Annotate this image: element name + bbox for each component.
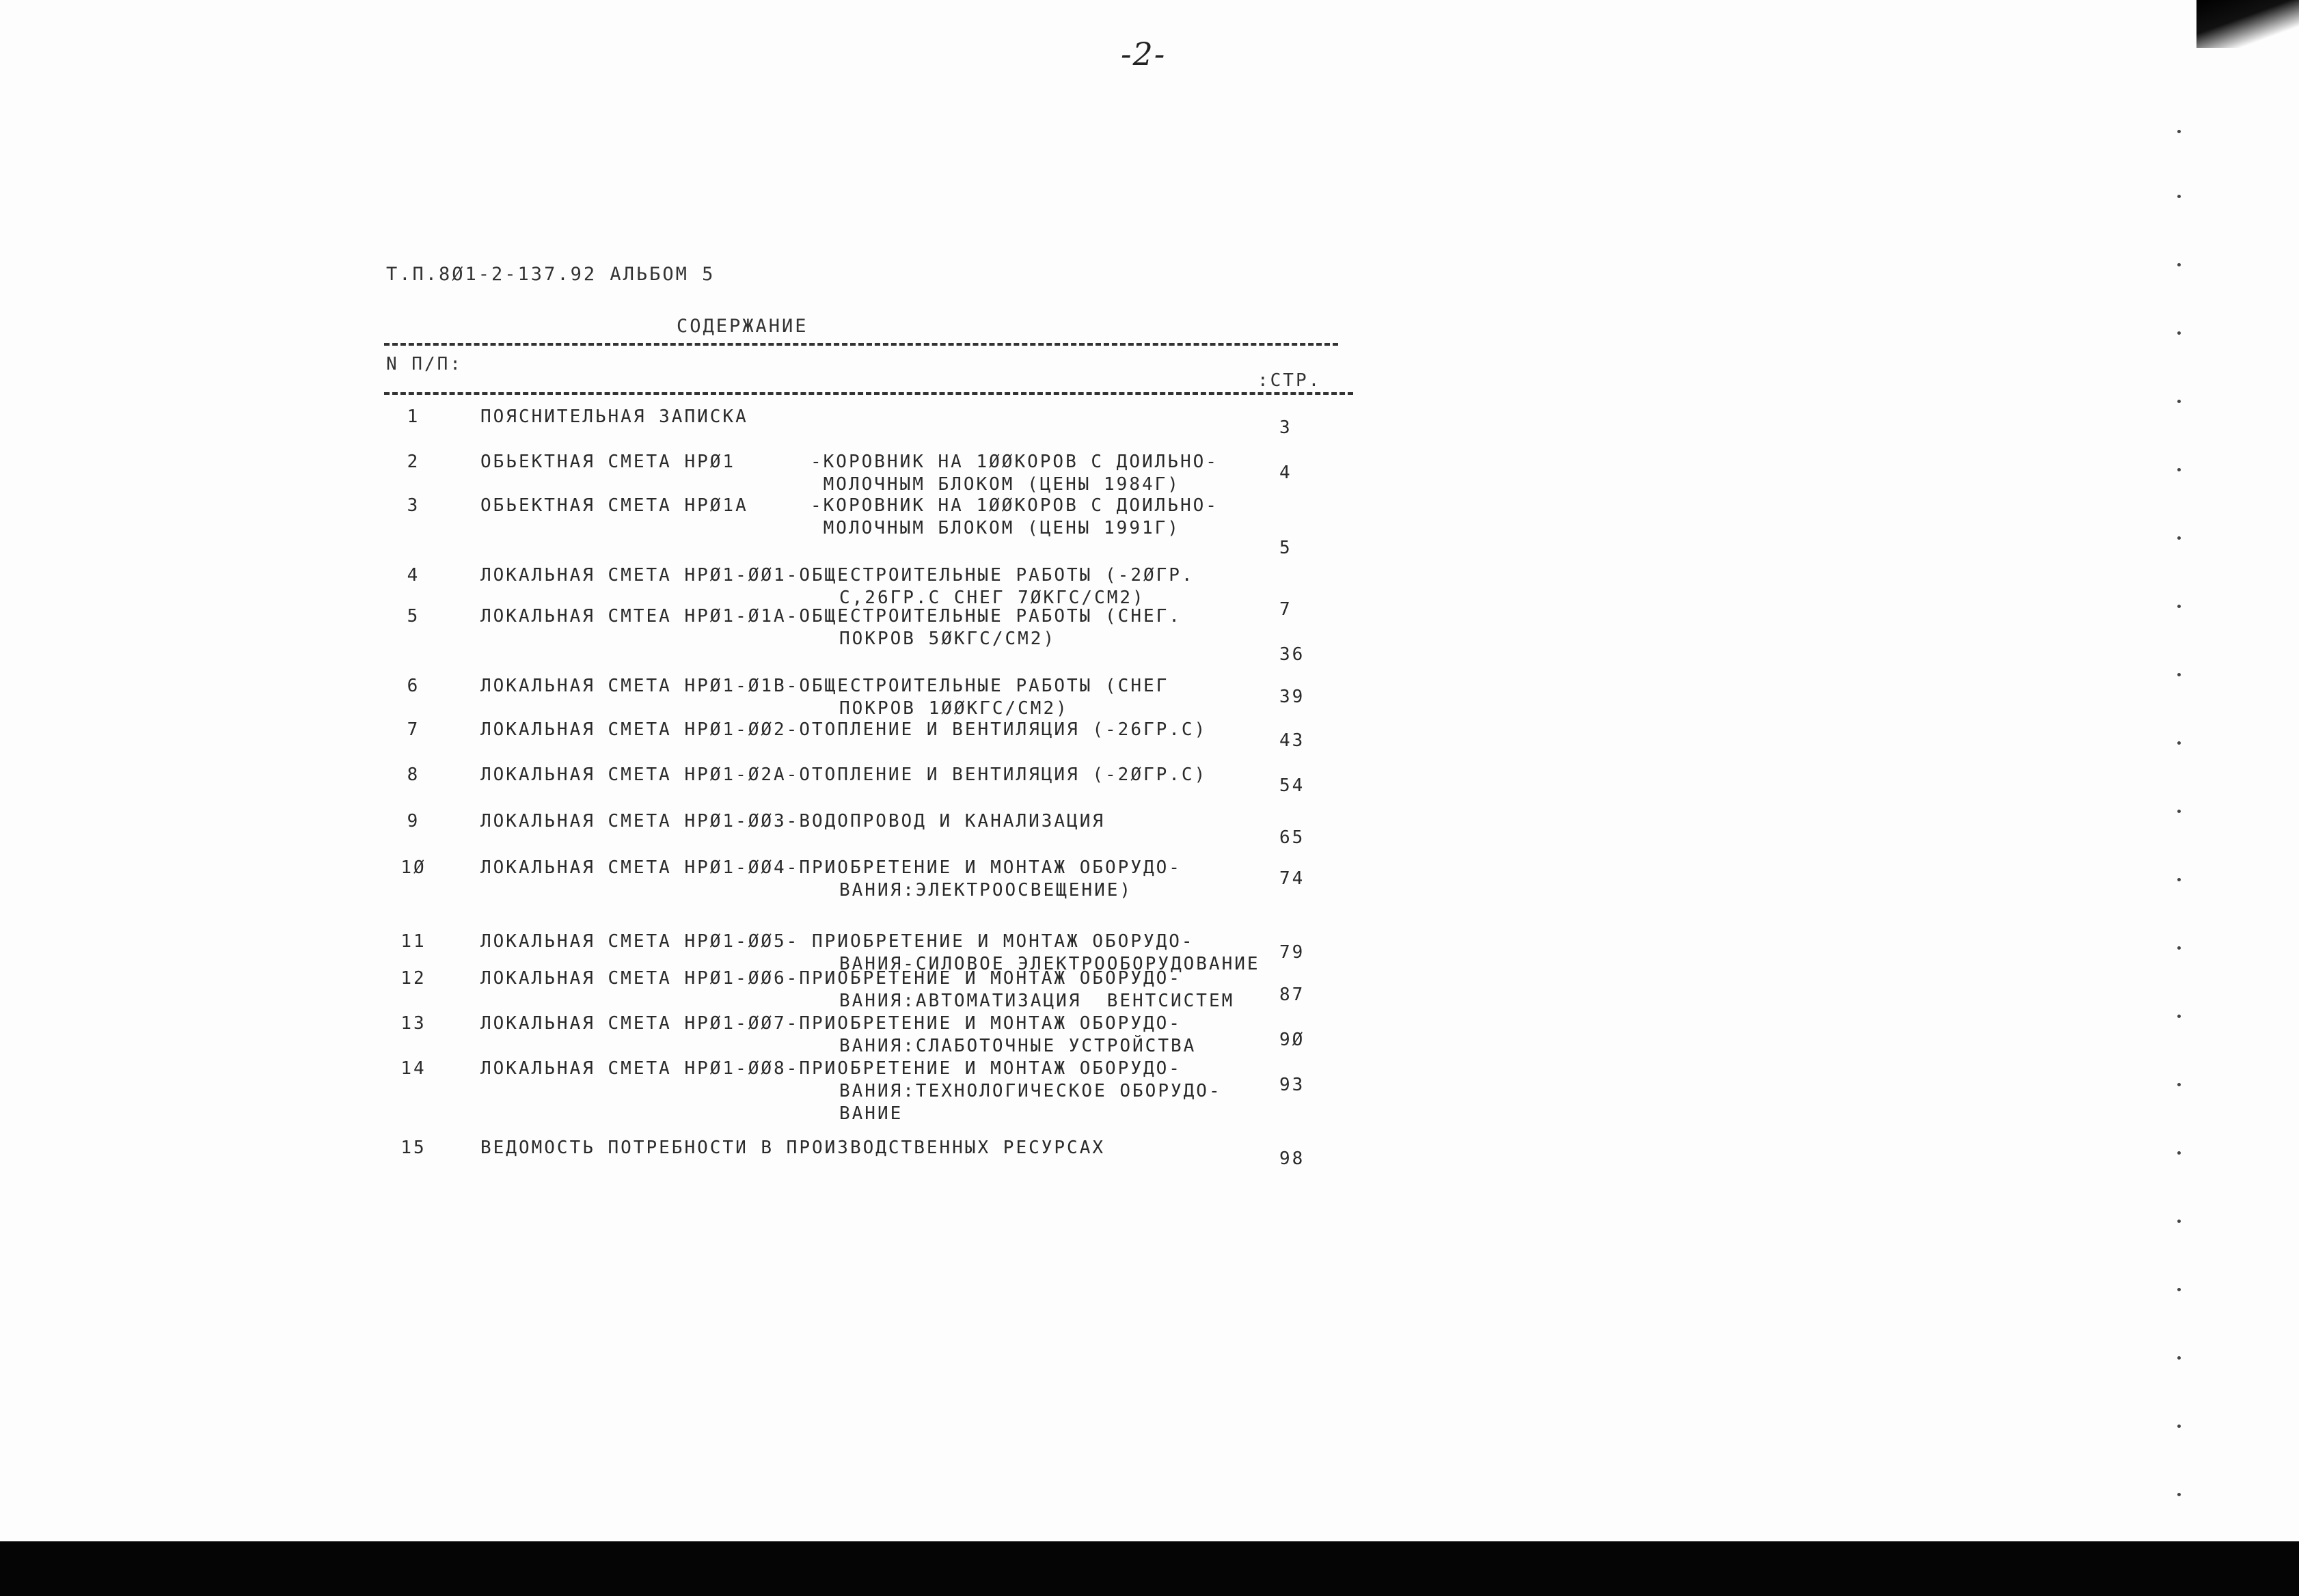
toc-row-number: 14 [400, 1058, 426, 1079]
toc-row-number: 12 [400, 968, 426, 989]
toc-row-number: 7 [407, 719, 420, 740]
scan-shadow-bottom [0, 1541, 2299, 1596]
toc-row-label: ЛОКАЛЬНАЯ СМЕТА НРØ1-ØØ5- ПРИОБРЕТЕНИЕ И МОНТАЖ ОБОРУДО- [480, 931, 1195, 952]
toc-row-number: 6 [407, 676, 420, 696]
toc-row-page: 4 [1279, 463, 1292, 483]
toc-row-number: 5 [407, 606, 420, 627]
toc-row-label: ЛОКАЛЬНАЯ СМЕТА НРØ1-ØØ1-ОБЩЕСТРОИТЕЛЬНЫЕ РАБОТЫ (-2ØГР. [480, 565, 1195, 586]
toc-row-label: ЛОКАЛЬНАЯ СМЕТА НРØ1-ØØ3-ВОДОПРОВОД И КАНАЛИЗАЦИЯ [480, 811, 1106, 831]
toc-row-description: ВАНИЯ:СЛАБОТОЧНЫЕ УСТРОЙСТВА [839, 1036, 1197, 1056]
toc-row-number: 4 [407, 565, 420, 586]
toc-row-description: ПОКРОВ 1ØØКГС/СМ2) [839, 698, 1069, 719]
toc-row-page: 3 [1279, 417, 1292, 438]
toc-row-label: ЛОКАЛЬНАЯ СМЕТА НРØ1-ØØ2-ОТОПЛЕНИЕ И ВЕНТИЛЯЦИЯ (-26ГР.С) [480, 719, 1208, 740]
toc-row-label: ЛОКАЛЬНАЯ СМЕТА НРØ1-Ø1В-ОБЩЕСТРОИТЕЛЬНЫЕ РАБОТЫ (СНЕГ [480, 676, 1169, 696]
toc-row-label: ЛОКАЛЬНАЯ СМТЕА НРØ1-Ø1А-ОБЩЕСТРОИТЕЛЬНЫЕ РАБОТЫ (СНЕГ. [480, 606, 1182, 627]
header-bottom-rule [384, 392, 1353, 395]
toc-row-number: 11 [400, 931, 426, 952]
toc-row-label: ЛОКАЛЬНАЯ СМЕТА НРØ1-ØØ4-ПРИОБРЕТЕНИЕ И МОНТАЖ ОБОРУДО- [480, 857, 1182, 878]
toc-row-page: 36 [1279, 644, 1305, 665]
toc-row-page: 93 [1279, 1075, 1305, 1095]
toc-row-number: 8 [407, 765, 420, 785]
toc-row-description: ВАНИЯ-СИЛОВОЕ ЭЛЕКТРООБОРУДОВАНИЕ [839, 954, 1260, 974]
toc-row-number: 1 [407, 407, 420, 427]
scan-shadow-corner [2196, 0, 2299, 48]
page-number: -2- [1121, 36, 1167, 72]
toc-row-label: ПОЯСНИТЕЛЬНАЯ ЗАПИСКА [480, 407, 748, 427]
header-top-rule [384, 343, 1338, 346]
toc-row-number: 2 [407, 452, 420, 472]
toc-row-page: 7 [1279, 599, 1292, 620]
header-page-column: :СТР. [1257, 370, 1322, 391]
toc-row-label: ОБЬЕКТНАЯ СМЕТА НРØ1 [480, 452, 736, 472]
toc-row-number: 1Ø [400, 857, 426, 878]
toc-row-label: ЛОКАЛЬНАЯ СМЕТА НРØ1-ØØ7-ПРИОБРЕТЕНИЕ И МОНТАЖ ОБОРУДО- [480, 1013, 1182, 1034]
toc-row-description: С,26ГР.С СНЕГ 7ØКГС/СМ2) [839, 588, 1145, 608]
toc-row-description: -КОРОВНИК НА 1ØØКОРОВ С ДОИЛЬНО- МОЛОЧНЫМ БЛОКОМ (ЦЕНЫ 1991Г) [811, 495, 1219, 538]
toc-row-page: 43 [1279, 730, 1305, 751]
toc-row-page: 65 [1279, 827, 1305, 848]
header-number-column: N П/П: [386, 354, 463, 374]
toc-row-number: 3 [407, 495, 420, 516]
toc-row-page: 5 [1279, 538, 1292, 558]
toc-row-number: 15 [400, 1138, 426, 1158]
toc-row-number: 9 [407, 811, 420, 831]
toc-row-page: 54 [1279, 775, 1305, 796]
toc-row-page: 87 [1279, 985, 1305, 1005]
toc-row-label: ВЕДОМОСТЬ ПОТРЕБНОСТИ В ПРОИЗВОДСТВЕННЫХ РЕСУРСАХ [480, 1138, 1106, 1158]
toc-row-description: ВАНИЯ:АВТОМАТИЗАЦИЯ ВЕНТСИСТЕМ [839, 991, 1235, 1011]
document-code: Т.П.8Ø1-2-137.92 АЛЬБОМ 5 [386, 264, 716, 285]
toc-row-number: 13 [400, 1013, 426, 1034]
toc-row-page: 39 [1279, 687, 1305, 707]
toc-row-page: 98 [1279, 1148, 1305, 1169]
toc-row-description: ПОКРОВ 5ØКГС/СМ2) [839, 629, 1057, 649]
toc-row-page: 79 [1279, 942, 1305, 963]
toc-row-description: ВАНИЯ:ТЕХНОЛОГИЧЕСКОЕ ОБОРУДО- ВАНИЕ [839, 1081, 1222, 1124]
perforation-marks [2177, 123, 2191, 1524]
toc-row-label: ОБЬЕКТНАЯ СМЕТА НРØ1А [480, 495, 748, 516]
toc-row-description: ВАНИЯ:ЭЛЕКТРООСВЕЩЕНИЕ) [839, 880, 1133, 900]
toc-row-label: ЛОКАЛЬНАЯ СМЕТА НРØ1-ØØ6-ПРИОБРЕТЕНИЕ И МОНТАЖ ОБОРУДО- [480, 968, 1182, 989]
toc-row-description: -КОРОВНИК НА 1ØØКОРОВ С ДОИЛЬНО- МОЛОЧНЫМ БЛОКОМ (ЦЕНЫ 1984Г) [811, 452, 1219, 495]
toc-row-label: ЛОКАЛЬНАЯ СМЕТА НРØ1-ØØ8-ПРИОБРЕТЕНИЕ И МОНТАЖ ОБОРУДО- [480, 1058, 1182, 1079]
toc-title: СОДЕРЖАНИЕ [677, 316, 808, 337]
toc-row-page: 9Ø [1279, 1030, 1305, 1050]
toc-row-label: ЛОКАЛЬНАЯ СМЕТА НРØ1-Ø2А-ОТОПЛЕНИЕ И ВЕНТИЛЯЦИЯ (-2ØГР.С) [480, 765, 1208, 785]
toc-row-page: 74 [1279, 868, 1305, 889]
